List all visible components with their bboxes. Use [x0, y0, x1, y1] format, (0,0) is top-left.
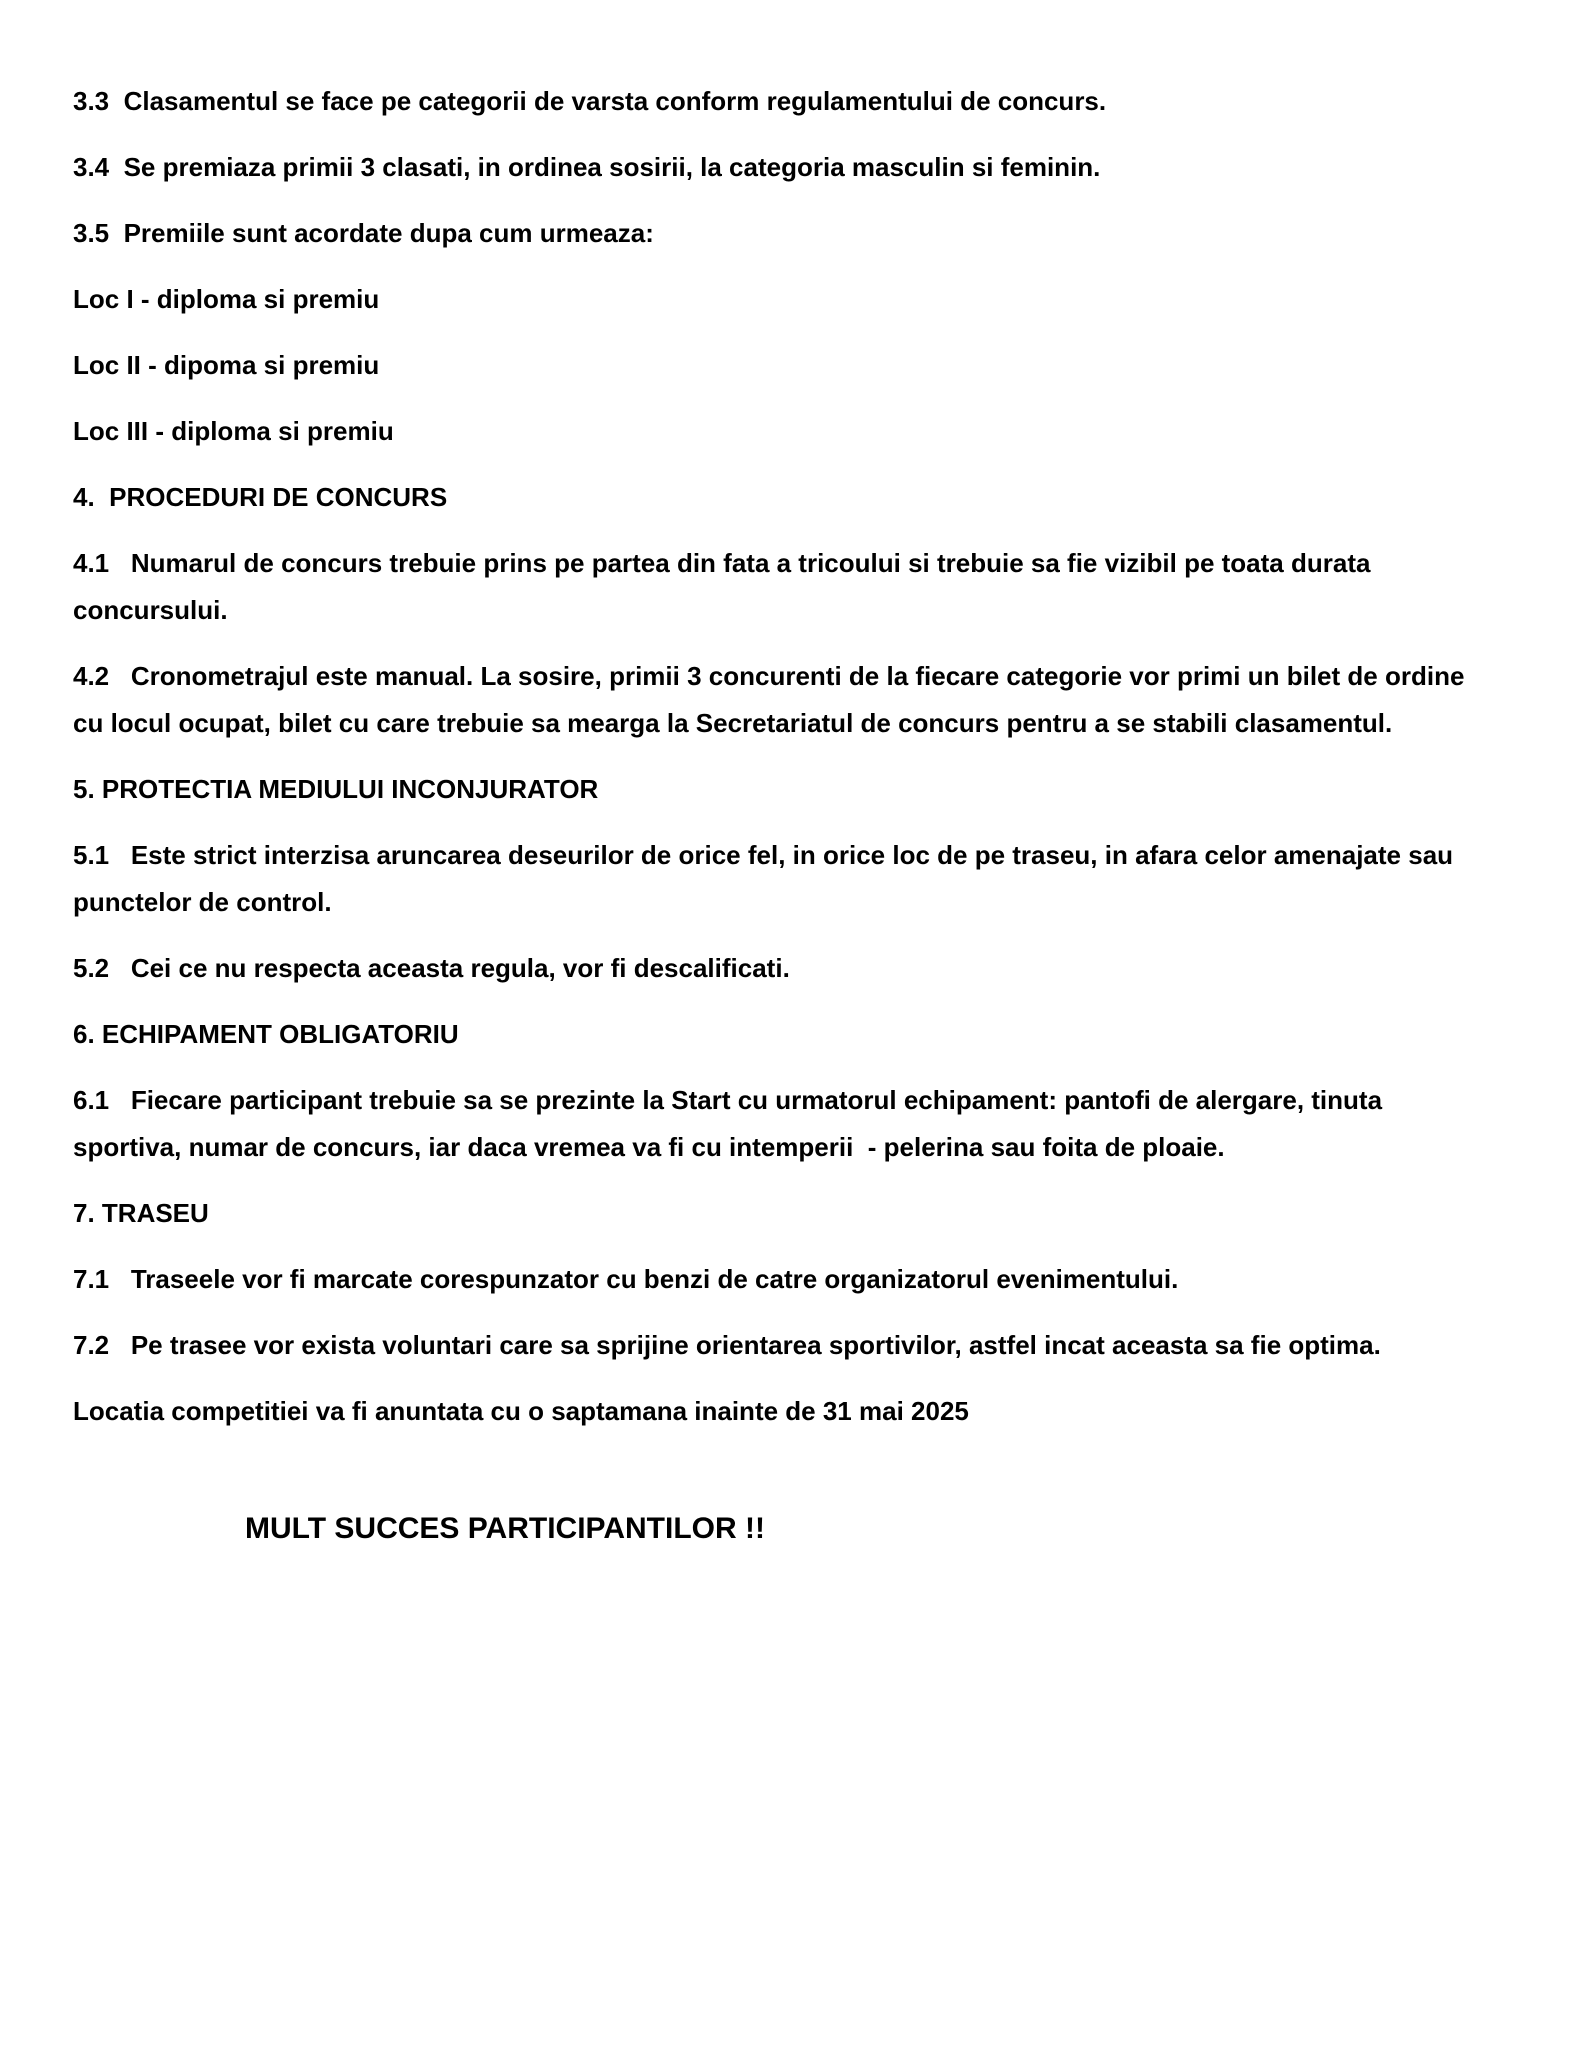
rule-4-2: 4.2 Cronometrajul este manual. La sosire, primii 3 concurenti de la fiecare categorie vor primi un bilet de ordine cu locul ocupat, bilet cu care trebuie sa mearga la Secretariatul de concurs pentru a se stabili clasamentul. — [73, 661, 1472, 738]
prize-loc-3: Loc III - diploma si premiu — [73, 416, 394, 446]
heading-section-5: 5. PROTECTIA MEDIULUI INCONJURATOR — [73, 774, 599, 804]
rule-7-2: 7.2 Pe trasee vor exista voluntari care sa sprijine orientarea sportivilor, astfel incat aceasta sa fie optima. — [73, 1330, 1381, 1360]
rule-4-1: 4.1 Numarul de concurs trebuie prins pe partea din fata a tricoului si trebuie sa fie vizibil pe toata durata concursului. — [73, 548, 1378, 625]
closing-message: MULT SUCCES PARTICIPANTILOR !! — [245, 1512, 765, 1545]
heading-section-7: 7. TRASEU — [73, 1198, 209, 1228]
prize-loc-2: Loc II - dipoma si premiu — [73, 350, 380, 380]
rule-5-2: 5.2 Cei ce nu respecta aceasta regula, vor fi descalificati. — [73, 953, 790, 983]
heading-section-6: 6. ECHIPAMENT OBLIGATORIU — [73, 1019, 459, 1049]
rule-7-1: 7.1 Traseele vor fi marcate corespunzator cu benzi de catre organizatorul evenimentului. — [73, 1264, 1179, 1294]
prize-loc-1: Loc I - diploma si premiu — [73, 284, 380, 314]
heading-section-4: 4. PROCEDURI DE CONCURS — [73, 482, 448, 512]
rule-3-4: 3.4 Se premiaza primii 3 clasati, in ordinea sosirii, la categoria masculin si feminin. — [73, 152, 1101, 182]
rule-5-1: 5.1 Este strict interzisa aruncarea deseurilor de orice fel, in orice loc de pe traseu, in afara celor amenajate sau punctelor de control. — [73, 840, 1461, 917]
rule-6-1: 6.1 Fiecare participant trebuie sa se prezinte la Start cu urmatorul echipament: pantofi de alergare, tinuta sportiva, numar de concurs, iar daca vremea va fi cu intemperii - pelerina sau foita de ploaie. — [73, 1085, 1390, 1162]
rule-3-3: 3.3 Clasamentul se face pe categorii de varsta conform regulamentului de concurs. — [73, 86, 1107, 116]
rule-3-5: 3.5 Premiile sunt acordate dupa cum urmeaza: — [73, 218, 654, 248]
location-announcement: Locatia competitiei va fi anuntata cu o saptamana inainte de 31 mai 2025 — [73, 1396, 969, 1426]
